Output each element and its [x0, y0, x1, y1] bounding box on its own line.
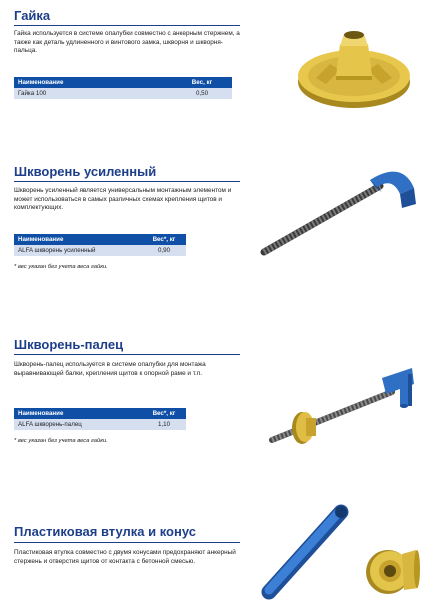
- table-header-row: [14, 234, 186, 245]
- pin-finger-illustration: [262, 358, 432, 473]
- table-row: [14, 88, 232, 99]
- section-rule: [14, 181, 240, 182]
- section-description-pin-finger: Шкворень-палец используется в системе опалубки для монтажа выравнивающей балки, крепления щитов к опорной раме и т.п.: [14, 361, 206, 377]
- section-description-nut: Гайка используется в системе опалубки совместно с анкерным стержнем, а также как деталь удлиненного и винтового замка, шкворня и шкворня-пальца.: [14, 30, 240, 55]
- col-header-weight: Вес, кг: [172, 77, 232, 88]
- section-rule: [14, 542, 240, 543]
- table-row: [14, 245, 186, 256]
- cell-name: ALFA шкворень усиленный: [14, 245, 142, 256]
- cone-illustration: [362, 540, 422, 598]
- section-rule: [14, 354, 240, 355]
- spec-table-reinforced-pin: [14, 234, 186, 256]
- col-header-weight: Вес*, кг: [142, 234, 186, 245]
- table-header-row: [14, 77, 232, 88]
- section-rule: [14, 25, 240, 26]
- section-description-plastic-sleeve: Пластиковая втулка совместно с двумя конусами предохраняют анкерный стержень и отверстия щитов от контакта с бетонной смесью.: [14, 549, 236, 565]
- section-title-nut: Гайка: [14, 8, 51, 23]
- col-header-name: Наименование: [14, 408, 142, 419]
- cell-weight: 0,50: [172, 88, 232, 99]
- nut-illustration: [292, 20, 422, 120]
- section-description-reinforced-pin: Шкворень усиленный является универсальным монтажным элементом и может использоваться в самых различных схемах крепления щитов и комплектующих.: [14, 187, 232, 212]
- section-title-pin-finger: Шкворень-палец: [14, 337, 124, 352]
- reinforced-pin-illustration: [252, 140, 432, 265]
- plastic-sleeve-illustration: [255, 500, 355, 600]
- section-title-reinforced-pin: Шкворень усиленный: [14, 164, 157, 179]
- cell-name: ALFA шкворень-палец: [14, 419, 142, 430]
- table-header-row: [14, 408, 186, 419]
- cell-weight: 0,90: [142, 245, 186, 256]
- spec-table-pin-finger: [14, 408, 186, 430]
- section-title-plastic-sleeve: Пластиковая втулка и конус: [14, 524, 196, 539]
- col-header-name: Наименование: [14, 77, 172, 88]
- col-header-weight: Вес*, кг: [142, 408, 186, 419]
- table-row: [14, 419, 186, 430]
- weight-note: * вес указан без учета веса гайки.: [14, 438, 108, 444]
- cell-name: Гайка 100: [14, 88, 172, 99]
- spec-table-nut: [14, 77, 232, 99]
- cell-weight: 1,10: [142, 419, 186, 430]
- col-header-name: Наименование: [14, 234, 142, 245]
- weight-note: * вес указан без учета веса гайки.: [14, 264, 108, 270]
